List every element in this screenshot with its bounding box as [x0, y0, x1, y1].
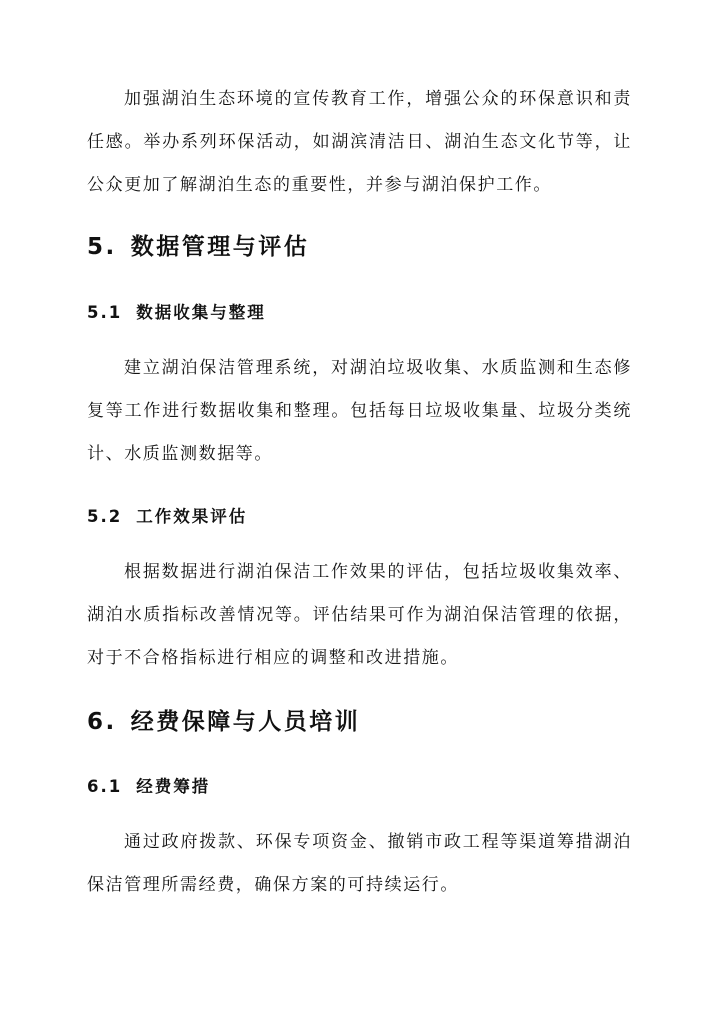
heading-section-5-2: [87, 503, 247, 527]
heading-title: 工作效果评估: [136, 507, 248, 526]
paragraph-data-collection: 建立湖泊保洁管理系统，对湖泊垃圾收集、水质监测和生态修复等工作进行数据收集和整理。包括每日垃圾收集量、垃圾分类统计、水质监测数据等。: [87, 358, 632, 464]
paragraph-funding: 通过政府拨款、环保专项资金、撤销市政工程等渠道筹措湖泊保洁管理所需经费，确保方案的可持续运行。: [87, 832, 632, 895]
heading-section-6: [87, 703, 360, 736]
heading-number: 6.: [87, 709, 117, 735]
heading-number: 6.1: [87, 777, 123, 796]
heading-section-5-1: [87, 299, 266, 323]
heading-title: 经费筹措: [136, 777, 211, 796]
heading-number: 5.2: [87, 507, 123, 526]
heading-section-6-1: [87, 773, 210, 797]
heading-title: 数据管理与评估: [130, 234, 310, 260]
heading-number: 5.: [87, 234, 117, 260]
heading-title: 经费保障与人员培训: [130, 709, 361, 735]
heading-number: 5.1: [87, 303, 123, 322]
heading-section-5: [87, 228, 309, 261]
heading-title: 数据收集与整理: [136, 303, 266, 322]
paragraph-effect-evaluation: 根据数据进行湖泊保洁工作效果的评估，包括垃圾收集效率、湖泊水质指标改善情况等。评估结果可作为湖泊保洁管理的依据，对于不合格指标进行相应的调整和改进措施。: [87, 562, 632, 668]
paragraph-environmental-education: 加强湖泊生态环境的宣传教育工作，增强公众的环保意识和责任感。举办系列环保活动，如湖滨清洁日、湖泊生态文化节等，让公众更加了解湖泊生态的重要性，并参与湖泊保护工作。: [87, 89, 632, 195]
